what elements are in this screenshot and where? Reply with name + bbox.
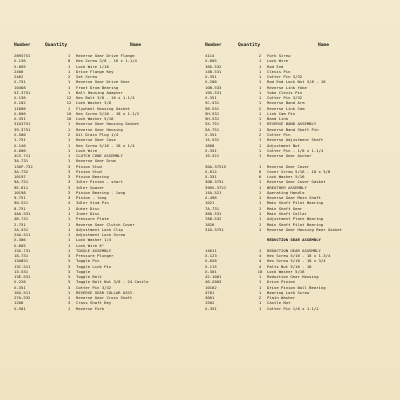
part-name: Reverse Gear Main Shaft: [267, 195, 321, 201]
part-name: Toggle Link Pin: [76, 263, 112, 269]
part-number: X-806: [14, 110, 26, 116]
part-number: 15-531: [205, 137, 220, 143]
part-number: X-206: [205, 79, 217, 85]
part-name: Main Shaft Pilot Bearing: [267, 200, 324, 206]
part-quantity: 1: [67, 247, 71, 253]
part-name: Reverse Gear Cover Gasket: [267, 179, 326, 185]
part-name: Reverse Gear Drive Gear: [76, 79, 130, 85]
left-header-name: Name: [130, 43, 142, 48]
part-name: Reverse Gear Housing Gasket: [76, 121, 140, 127]
part-name: Reverse Link Yoke: [267, 84, 307, 90]
part-number: 30A-3751X: [205, 163, 227, 169]
part-name: Front Drum Bearing: [76, 84, 119, 90]
part-quantity: 6: [258, 168, 262, 174]
part-quantity: 1: [258, 110, 262, 116]
part-name: Hex Screw 5/16 - 18 x 1-3/4: [267, 253, 331, 259]
part-quantity: 3: [67, 189, 71, 195]
part-quantity: 2: [258, 131, 262, 137]
part-name: Reverse Gear Case: [76, 137, 116, 143]
part-quantity: 3: [67, 284, 71, 290]
part-number: 10468: [14, 84, 26, 90]
part-number: 1808: [205, 142, 215, 148]
part-number: 10B-533: [205, 84, 222, 90]
part-quantity: 1: [67, 237, 71, 243]
part-name: Drive Flange Key: [76, 68, 114, 74]
part-number: 11606: [14, 105, 26, 111]
section-title: REDUCTION GEAR ASSEMBLY: [267, 237, 321, 243]
part-name: Inner Disc: [76, 210, 100, 216]
part-name: Toggle: [76, 268, 91, 274]
part-quantity: 3: [67, 300, 71, 306]
part-quantity: 10: [257, 268, 263, 274]
part-name: Set Screw: [76, 74, 98, 80]
right-header-name: Name: [318, 43, 330, 48]
part-number: 2406: [14, 68, 24, 74]
part-name: Reverse Band Arm: [267, 100, 305, 106]
part-number: 3IA3751: [14, 121, 31, 127]
part-number: 13X-731: [14, 247, 31, 253]
part-quantity: 1: [258, 210, 262, 216]
part-name: Reverse Band Shaft Pin: [267, 126, 319, 132]
part-number: 14611: [205, 247, 217, 253]
part-name: Reverse Gear Clutch Cover: [76, 221, 135, 227]
part-name: Ball Housing Adapter: [76, 89, 123, 95]
part-number: 5A-751: [205, 126, 220, 132]
part-quantity: 3: [67, 184, 71, 190]
part-quantity: 1: [258, 68, 262, 74]
part-name: REVERSE GEAR COLLAR ASSY.: [76, 289, 135, 295]
part-name: Band Link: [267, 116, 289, 122]
part-quantity: 1: [67, 305, 71, 311]
part-number: 9E-811: [14, 184, 29, 190]
part-name: CLUTCH CONE ASSEMBLY: [76, 153, 123, 159]
part-name: Lock Washer 1/4: [76, 237, 112, 243]
part-quantity: 1: [258, 142, 262, 148]
part-number: 27A-532: [14, 295, 31, 301]
part-quantity: 1: [258, 126, 262, 132]
part-name: Main Shaft Pilot Bearing: [267, 221, 324, 227]
part-quantity: 1: [258, 184, 262, 190]
part-number: 3001: [205, 295, 215, 301]
part-quantity: 2: [258, 53, 262, 58]
part-name: Adjustment Nut: [267, 142, 300, 148]
part-number: 1021: [205, 200, 215, 206]
part-name: Plain Washer: [267, 295, 296, 301]
part-number: X-351: [205, 74, 217, 80]
part-name: Hex Screw 5/16 - 18 x 1/4: [76, 142, 135, 148]
part-quantity: 3: [67, 258, 71, 264]
part-quantity: 1: [258, 200, 262, 206]
part-quantity: 1: [67, 147, 71, 153]
part-number: 4B-731: [14, 216, 29, 222]
part-number: 3A-731: [14, 158, 29, 164]
part-number: 5H-531: [205, 110, 220, 116]
part-quantity: 1: [67, 158, 71, 164]
part-name: Outer Disc: [76, 205, 100, 211]
part-name: Pressure Plunger: [76, 253, 114, 259]
part-name: Pressure Plate: [76, 216, 109, 222]
part-name: Flywheel Housing Gasket: [76, 105, 130, 111]
part-name: Yoke Clevis Pin: [267, 89, 303, 95]
part-number: 4CX-711: [14, 153, 31, 159]
part-quantity: 1: [258, 147, 262, 153]
part-number: 2-751: [14, 221, 26, 227]
part-quantity: 1: [67, 153, 71, 159]
part-name: Bearing Lock Screw: [267, 289, 310, 295]
part-number: 7AB-532: [205, 216, 222, 222]
part-quantity: 3: [67, 253, 71, 259]
part-name: Idler Pinion - short: [76, 179, 123, 185]
part-number: X-605: [205, 58, 217, 64]
part-name: Oil Drain Plug 1/4: [76, 131, 119, 137]
part-quantity: 1: [67, 89, 71, 95]
part-name: Pinion Stud: [76, 168, 102, 174]
part-quantity: 1: [67, 121, 71, 127]
part-number: X-351: [14, 284, 26, 290]
part-quantity: 1: [258, 84, 262, 90]
part-number: 42-1001: [205, 274, 222, 280]
part-quantity: 1: [67, 126, 71, 132]
part-number: X-351: [205, 131, 217, 137]
part-number: 4AA-531: [14, 210, 31, 216]
part-name: Reduction Gear Housing: [267, 274, 319, 280]
part-name: Pinion Bearing - long: [76, 189, 126, 195]
part-number: 9-751: [14, 195, 26, 201]
part-number: 90-521: [14, 200, 29, 206]
part-number: X-500: [14, 131, 26, 137]
part-quantity: 1: [67, 63, 71, 69]
part-quantity: 1: [258, 74, 262, 80]
part-quantity: 2: [67, 131, 71, 137]
part-quantity: 1: [258, 153, 262, 159]
part-quantity: 1: [67, 216, 71, 222]
part-name: Drive Pinion Ball Bearing: [267, 284, 326, 290]
part-name: Lock Washer 5/16: [267, 174, 305, 180]
part-number: X-751: [14, 79, 26, 85]
part-name: Lock Wire: [76, 147, 98, 153]
part-name: Lock Washer 5/16: [267, 268, 305, 274]
part-name: Lock Wire: [267, 58, 289, 64]
part-name: Toggle Bolt Nut 3/8 - 24 Castle: [76, 279, 149, 285]
part-number: X-226: [14, 279, 26, 285]
part-quantity: 4: [258, 263, 262, 269]
part-name: BREATHER ASSEMBLY: [267, 184, 307, 190]
left-parts-column: [14, 53, 204, 311]
part-number: 1826: [205, 221, 215, 227]
part-name: Hex Bolt 3/8 - 16 x 1-1/4: [76, 95, 135, 101]
part-number: 13E-531: [14, 274, 31, 280]
part-number: X-351: [205, 95, 217, 101]
part-name: Reverse Gear Anchor: [267, 153, 312, 159]
part-quantity: 12: [66, 100, 72, 106]
part-number: 5X-751: [205, 121, 220, 127]
part-name: Hex Screw 5/16 - 18 x 3/4: [267, 258, 326, 264]
part-number: 14A-521: [205, 189, 222, 195]
part-number: 3A-732: [14, 168, 29, 174]
part-quantity: 1: [258, 274, 262, 280]
part-number: 1-751: [14, 137, 26, 143]
part-quantity: 1: [258, 100, 262, 106]
part-quantity: 2: [258, 295, 262, 301]
part-number: X-351: [205, 174, 217, 180]
part-number: X-115: [205, 263, 217, 269]
part-number: 19G-531: [205, 89, 222, 95]
part-number: 13-531: [14, 268, 29, 274]
part-number: 5I-3751: [14, 89, 31, 95]
part-quantity: 3: [67, 195, 71, 201]
part-name: REDUCTION GEAR ASSEMBLY: [267, 247, 321, 253]
part-number: 5H-531: [205, 116, 220, 122]
part-quantity: 1: [258, 305, 262, 311]
part-name: Hex Screw 3/8 - 16 x 1-1/4: [76, 58, 137, 64]
part-number: X-102: [14, 100, 26, 106]
part-number: 4701: [205, 289, 215, 295]
part-number: 26R5751: [14, 53, 31, 58]
part-name: Reverse Gear Cover: [267, 163, 310, 169]
part-quantity: 1: [67, 232, 71, 238]
part-number: X-146: [14, 142, 26, 148]
part-quantity: 2: [67, 74, 71, 80]
part-quantity: 1: [258, 279, 262, 285]
part-number: X-605: [14, 63, 26, 69]
part-number: 39-3751: [14, 126, 31, 132]
part-quantity: 1: [258, 221, 262, 227]
part-number: 39HX-3721: [205, 184, 227, 190]
part-number: 1502: [205, 300, 215, 306]
part-name: Adjustment Lock Clip: [76, 226, 123, 232]
part-number: X-351: [14, 116, 26, 122]
part-name: Main Shaft Gear: [267, 205, 303, 211]
part-name: Rod End: [267, 63, 284, 69]
part-quantity: 1: [67, 79, 71, 85]
right-header-quantity: Quantity: [238, 43, 261, 48]
part-name: Hex Screw 5/16 - 18 x 1-1/2: [76, 110, 140, 116]
part-number: 10162: [205, 284, 217, 290]
part-name: Lock Wire 6": [76, 242, 105, 248]
part-name: Main Shaft Collar: [267, 210, 307, 216]
part-name: Toggle Bolt: [76, 274, 102, 280]
part-quantity: 1: [258, 116, 262, 122]
part-number: 24A-511: [14, 232, 31, 238]
part-quantity: 1: [258, 289, 262, 295]
part-number: 2A-531: [14, 226, 29, 232]
part-name: Cotter Pin 3/32: [267, 95, 303, 101]
part-number: X-496: [205, 195, 217, 201]
part-name: REVERSE BAND ASSEMBLY: [267, 121, 317, 127]
part-number: 16D-532: [205, 63, 222, 69]
part-quantity: 10: [66, 110, 72, 116]
part-quantity: 3: [67, 174, 71, 180]
part-name: Adjustment Plate Bearing: [267, 216, 324, 222]
part-quantity: 1: [258, 58, 262, 64]
part-number: 18-731: [14, 253, 29, 259]
part-quantity: 1: [258, 121, 262, 127]
part-quantity: 1: [67, 84, 71, 90]
part-quantity: 1: [258, 63, 262, 69]
part-quantity: 4: [258, 253, 262, 259]
part-name: Palts Nut 5/16 - 18: [267, 263, 312, 269]
part-number: X-136: [14, 95, 26, 101]
part-name: Reverse Gear Housing: [76, 126, 123, 132]
part-quantity: 10: [66, 116, 72, 122]
part-name: TOGGLE ASSEMBLY: [76, 247, 112, 253]
section-heading: [205, 237, 397, 242]
part-quantity: 1: [67, 68, 71, 74]
part-name: Reverse Gear Housing Rear Gasket: [267, 226, 342, 232]
part-row: [205, 227, 397, 232]
right-parts-column: [205, 53, 397, 311]
part-number: X-306: [14, 237, 26, 243]
part-quantity: 3: [67, 168, 71, 174]
part-number: 8-751: [14, 205, 26, 211]
part-quantity: 1: [258, 226, 262, 232]
part-quantity: 3: [67, 163, 71, 169]
part-name: Reverse Fork: [76, 305, 105, 311]
part-quantity: 1: [67, 226, 71, 232]
part-quantity: 8: [67, 58, 71, 64]
part-number: 10197: [14, 174, 26, 180]
right-header-number: Number: [205, 43, 222, 48]
part-row: [205, 306, 397, 311]
part-quantity: 1: [67, 221, 71, 227]
part-number: X-301: [205, 268, 217, 274]
part-name: Idler Spacer: [76, 184, 105, 190]
part-name: Link Cam Pin: [267, 110, 296, 116]
part-row: [205, 153, 397, 158]
part-number: 19-521: [205, 153, 220, 159]
part-name: Cover Screw 5/16 - 18 x 5/8: [267, 168, 331, 174]
part-quantity: 1: [258, 137, 262, 143]
part-quantity: 3: [67, 279, 71, 285]
part-name: Rod End Lock Nut 3/8 - 16: [267, 79, 326, 85]
part-name: Reverse Gear Cross Shaft: [76, 295, 133, 301]
part-name: Pinion Stud: [76, 163, 102, 169]
part-quantity: 4: [67, 200, 71, 206]
left-header-number: Number: [14, 43, 31, 48]
part-quantity: 1: [258, 216, 262, 222]
part-number: 13A851: [14, 258, 29, 264]
part-number: X-826: [205, 258, 217, 264]
part-row: [14, 306, 204, 311]
part-number: 16X-511: [14, 289, 31, 295]
part-name: Adjustment Lock Screw: [76, 232, 126, 238]
part-name: Toggle Pin: [76, 258, 100, 264]
part-number: 31D-3751: [205, 226, 224, 232]
part-name: Fork Screw: [267, 53, 291, 58]
part-quantity: 1: [258, 79, 262, 85]
part-number: X-136: [14, 58, 26, 64]
part-name: Castle Nut: [267, 300, 291, 306]
part-number: 5C-531: [205, 100, 220, 106]
part-name: Cotter Pin: [267, 131, 291, 137]
part-number: 5B-531: [205, 105, 220, 111]
part-name: Cross Shaft Key: [76, 300, 112, 306]
part-number: 36D-531: [205, 210, 222, 216]
part-name: Cotter Pin 3/32: [267, 74, 303, 80]
part-quantity: 1: [258, 95, 262, 101]
part-name: Pinion - long: [76, 195, 107, 201]
part-quantity: 2: [258, 105, 262, 111]
part-name: Lock Wire 1/16: [76, 63, 109, 69]
part-quantity: 3: [67, 274, 71, 280]
part-number: 9A-751: [14, 179, 29, 185]
part-number: 46-2003: [205, 279, 222, 285]
part-number: X-501: [14, 305, 26, 311]
part-quantity: 1: [67, 105, 71, 111]
part-quantity: 1: [67, 242, 71, 248]
part-number: 30B-3751: [205, 179, 224, 185]
part-number: X-351: [205, 305, 217, 311]
part-name: Reverse Link Cam: [267, 105, 305, 111]
part-number: 7A-731: [205, 205, 220, 211]
part-quantity: 4: [258, 258, 262, 264]
part-number: 13C-511: [14, 263, 31, 269]
part-quantity: 1: [67, 205, 71, 211]
part-number: 2462: [14, 74, 24, 80]
part-quantity: 1: [258, 179, 262, 185]
part-quantity: 1: [258, 189, 262, 195]
part-number: 4114: [205, 53, 215, 58]
part-name: Reverse Adjustment Shaft: [267, 137, 324, 143]
part-quantity: 3: [67, 179, 71, 185]
part-number: X-605: [14, 242, 26, 248]
part-name: Cotter Pin 1/8 x 1-1/2: [267, 305, 319, 311]
part-name: Idler Stud Pin: [76, 200, 109, 206]
part-quantity: 1: [258, 89, 262, 95]
part-quantity: 1: [258, 163, 262, 169]
part-number: 1206: [14, 300, 24, 306]
part-name: Pinion Bearing: [76, 174, 109, 180]
part-name: Cotter Pin - 1/8 x 1-1/4: [267, 147, 324, 153]
part-quantity: 3: [67, 263, 71, 269]
part-quantity: 3: [67, 268, 71, 274]
part-name: Lock Washer 5/16: [76, 116, 114, 122]
part-number: 13AP-732: [14, 163, 33, 169]
left-header-quantity: Quantity: [45, 43, 68, 48]
part-number: X-123: [205, 253, 217, 259]
part-quantity: 1: [67, 295, 71, 301]
part-quantity: 1: [67, 142, 71, 148]
part-name: Drive Pinion: [267, 279, 296, 285]
part-quantity: 1: [258, 247, 262, 253]
part-number: 14B-531: [205, 68, 222, 74]
part-quantity: 1: [67, 210, 71, 216]
part-name: Reverse Gear Drive Flange: [76, 53, 135, 58]
part-quantity: 1: [258, 195, 262, 201]
part-quantity: 1: [67, 53, 71, 58]
part-name: Lock Washer 3/8: [76, 100, 112, 106]
part-name: Cotter Pin 3/32: [76, 284, 112, 290]
part-name: Operating Handle: [267, 189, 305, 195]
part-quantity: 1: [258, 205, 262, 211]
part-name: Clevis Pin: [267, 68, 291, 74]
part-name: Reverse Gear Drum: [76, 158, 116, 164]
part-quantity: 6: [258, 174, 262, 180]
part-number: X-606: [14, 147, 26, 153]
part-quantity: 1: [258, 300, 262, 306]
part-quantity: 1: [67, 137, 71, 143]
part-quantity: 1: [67, 289, 71, 295]
part-number: 10198: [14, 189, 26, 195]
part-quantity: 1: [258, 284, 262, 290]
part-number: X-812: [205, 168, 217, 174]
part-number: X-351: [205, 147, 217, 153]
part-quantity: 12: [66, 95, 72, 101]
